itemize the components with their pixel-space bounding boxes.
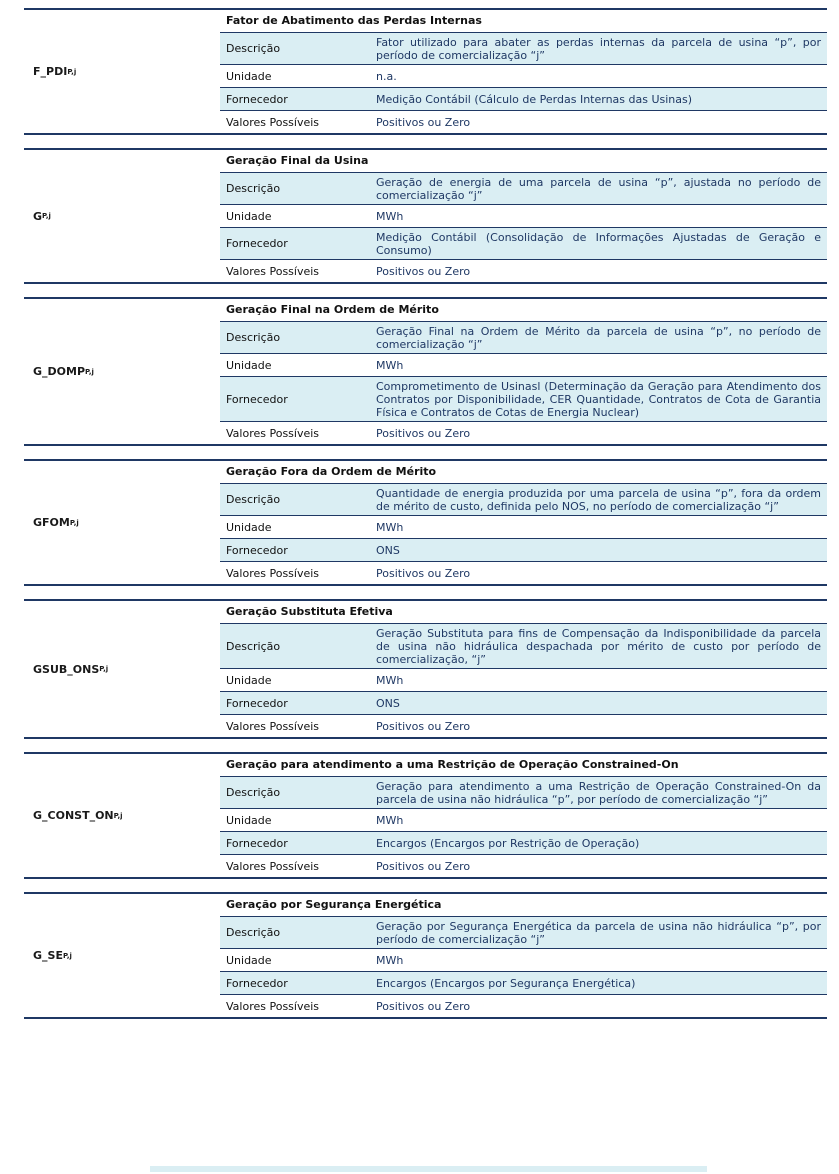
row-value [370, 777, 827, 808]
variable-symbol [24, 461, 220, 584]
row-label: Fornecedor [226, 543, 288, 557]
variable-symbol [24, 894, 220, 1017]
row-value-text: Positivos ou Zero [376, 427, 471, 440]
table-row [220, 205, 827, 228]
row-value [370, 322, 827, 353]
table-row [220, 692, 827, 715]
table-row [220, 562, 827, 584]
variable-title: Geração Substituta Efetiva [220, 601, 827, 624]
row-value [370, 949, 827, 971]
row-label: Unidade [226, 673, 272, 687]
table-row [220, 322, 827, 354]
table-row [220, 228, 827, 260]
row-value-text: MWh [376, 359, 404, 372]
row-label: Descrição [226, 493, 281, 506]
table-row [220, 777, 827, 809]
variable-symbol-subscript: P,j [69, 518, 79, 527]
row-value [370, 260, 827, 282]
table-row [220, 715, 827, 737]
row-label: Unidade [226, 209, 272, 223]
row-label: Descrição [226, 926, 281, 939]
row-label: Descrição [226, 331, 281, 344]
row-label: Valores Possíveis [226, 719, 320, 733]
table-row [220, 516, 827, 539]
row-value-text: Geração para atendimento a uma Restrição de Operação Constrained-On da parcela de usina não hidráulica “p”, por período de comercialização “j” [376, 780, 821, 806]
variable-detail-table [220, 299, 827, 444]
table-row [220, 65, 827, 88]
variable-symbol-subscript: P,j [62, 951, 72, 960]
row-value [370, 832, 827, 854]
table-row [220, 832, 827, 855]
row-value-text: Positivos ou Zero [376, 567, 471, 580]
row-value-text: Comprometimento de Usinasl (Determinação da Geração para Atendimento dos Contratos por Disponibilidade, CER Quantidade, Contratos de Cota de Garantia Física e Contratos de Cotas de Energia Nuclear) [376, 380, 821, 419]
variable-symbol-subscript: P,j [99, 665, 109, 673]
table-row [220, 422, 827, 444]
row-value [370, 562, 827, 584]
row-label: Fornecedor [226, 392, 288, 406]
table-row [220, 88, 827, 111]
row-value-text: Geração de energia de uma parcela de usina “p”, ajustada no período de comercialização “j” [376, 176, 821, 202]
table-row [220, 624, 827, 669]
row-value-text: Encargos (Encargos por Segurança Energética) [376, 977, 636, 990]
row-value [370, 539, 827, 561]
variable-symbol [24, 601, 220, 737]
table-row [220, 917, 827, 949]
variable-symbol [24, 299, 220, 444]
row-label: Descrição [226, 639, 281, 653]
variable-detail-table [220, 461, 827, 584]
variable-detail-table [220, 601, 827, 737]
variable-symbol [24, 10, 220, 133]
row-value [370, 516, 827, 538]
row-value [370, 917, 827, 948]
row-value [370, 484, 827, 515]
variable-detail-table [220, 894, 827, 1017]
variable-block [24, 459, 827, 586]
row-label: Descrição [226, 182, 281, 195]
row-label: Unidade [226, 520, 272, 534]
variable-symbol-main: G_CONST_ON [33, 809, 114, 822]
row-label: Descrição [226, 42, 281, 55]
table-row [220, 484, 827, 516]
variable-block [24, 892, 827, 1019]
row-value [370, 205, 827, 227]
footer-strip [150, 1166, 707, 1172]
table-row [220, 669, 827, 692]
table-row [220, 949, 827, 972]
row-value [370, 88, 827, 110]
row-value-text: Geração Substituta para fins de Compensação da Indisponibilidade da parcela de usina não hidráulica despachada por mérito de custo por período de comercialização, “j” [376, 627, 821, 666]
variable-title: Geração Final da Usina [220, 150, 827, 173]
variable-symbol [24, 150, 220, 282]
variable-symbol-subscript: P,j [85, 367, 94, 376]
row-value-text: Positivos ou Zero [376, 1000, 471, 1013]
variable-title: Geração Final na Ordem de Mérito [220, 299, 827, 322]
row-value [370, 354, 827, 376]
row-value [370, 377, 827, 421]
variable-symbol-main: F_PDI [33, 65, 68, 78]
row-label: Valores Possíveis [226, 264, 320, 278]
row-label: Fornecedor [226, 237, 288, 250]
variable-symbol-subscript: P,j [42, 212, 51, 220]
row-label: Valores Possíveis [226, 999, 320, 1013]
variable-symbol-subscript: P,j [113, 811, 123, 820]
variable-symbol-main: G [33, 209, 43, 223]
row-value [370, 173, 827, 204]
variable-title: Geração para atendimento a uma Restrição de Operação Constrained-On [220, 754, 827, 777]
row-value-text: Quantidade de energia produzida por uma parcela de usina “p”, fora da ordem de mérito de custo, definida pelo NOS, no período de comercialização “j” [376, 487, 821, 513]
row-value-text: Positivos ou Zero [376, 116, 471, 129]
row-value [370, 65, 827, 87]
row-label: Fornecedor [226, 92, 288, 106]
table-row [220, 972, 827, 995]
table-row [220, 539, 827, 562]
variable-symbol-subscript: P,j [67, 67, 77, 76]
variable-definitions-document [24, 8, 827, 1032]
variable-detail-table [220, 10, 827, 133]
row-value-text: MWh [376, 674, 404, 687]
row-value-text: Positivos ou Zero [376, 720, 471, 733]
row-value [370, 111, 827, 133]
row-label: Unidade [226, 69, 272, 83]
row-value [370, 809, 827, 831]
variable-detail-table [220, 150, 827, 282]
row-value-text: Geração por Segurança Energética da parcela de usina não hidráulica “p”, por período de comercialização “j” [376, 920, 821, 946]
row-label: Unidade [226, 813, 272, 827]
table-row [220, 111, 827, 133]
row-value [370, 715, 827, 737]
row-value-text: MWh [376, 954, 404, 967]
row-value [370, 624, 827, 668]
variable-symbol [24, 754, 220, 877]
row-value [370, 692, 827, 714]
variable-title: Fator de Abatimento das Perdas Internas [220, 10, 827, 33]
row-value [370, 855, 827, 877]
row-value [370, 422, 827, 444]
row-value-text: Medição Contábil (Consolidação de Informações Ajustadas de Geração e Consumo) [376, 231, 821, 257]
table-row [220, 260, 827, 282]
row-value-text: Geração Final na Ordem de Mérito da parcela de usina “p”, no período de comercialização “j” [376, 325, 821, 351]
variable-block [24, 297, 827, 446]
variable-block [24, 752, 827, 879]
row-value-text: MWh [376, 521, 404, 534]
row-label: Fornecedor [226, 976, 288, 990]
row-value [370, 228, 827, 259]
row-value-text: Medição Contábil (Cálculo de Perdas Internas das Usinas) [376, 93, 693, 106]
row-value-text: Positivos ou Zero [376, 265, 471, 278]
variable-block [24, 8, 827, 135]
variable-block [24, 148, 827, 284]
row-value-text: ONS [376, 697, 400, 710]
row-value [370, 972, 827, 994]
row-value [370, 669, 827, 691]
table-row [220, 855, 827, 877]
row-value-text: n.a. [376, 70, 397, 83]
variable-block [24, 599, 827, 739]
table-row [220, 33, 827, 65]
variable-symbol-main: GFOM [33, 516, 70, 529]
variable-title: Geração por Segurança Energética [220, 894, 827, 917]
row-value-text: MWh [376, 814, 404, 827]
row-value-text: MWh [376, 210, 404, 223]
row-value-text: Fator utilizado para abater as perdas internas da parcela de usina “p”, por período de comercialização “j” [376, 36, 821, 62]
row-label: Valores Possíveis [226, 115, 320, 129]
variable-title: Geração Fora da Ordem de Mérito [220, 461, 827, 484]
row-label: Valores Possíveis [226, 426, 320, 440]
variable-symbol-main: GSUB_ONS [33, 662, 100, 676]
row-label: Descrição [226, 786, 281, 799]
row-value-text: Positivos ou Zero [376, 860, 471, 873]
row-value [370, 33, 827, 64]
row-label: Fornecedor [226, 696, 288, 710]
row-label: Unidade [226, 358, 272, 372]
table-row [220, 809, 827, 832]
table-row [220, 995, 827, 1017]
row-label: Valores Possíveis [226, 859, 320, 873]
variable-symbol-main: G_SE [33, 949, 63, 962]
table-row [220, 173, 827, 205]
row-value [370, 995, 827, 1017]
variable-symbol-main: G_DOMP [33, 365, 86, 378]
table-row [220, 354, 827, 377]
row-label: Unidade [226, 953, 272, 967]
row-label: Fornecedor [226, 836, 288, 850]
row-value-text: ONS [376, 544, 400, 557]
row-value-text: Encargos (Encargos por Restrição de Operação) [376, 837, 640, 850]
variable-detail-table [220, 754, 827, 877]
table-row [220, 377, 827, 422]
row-label: Valores Possíveis [226, 566, 320, 580]
